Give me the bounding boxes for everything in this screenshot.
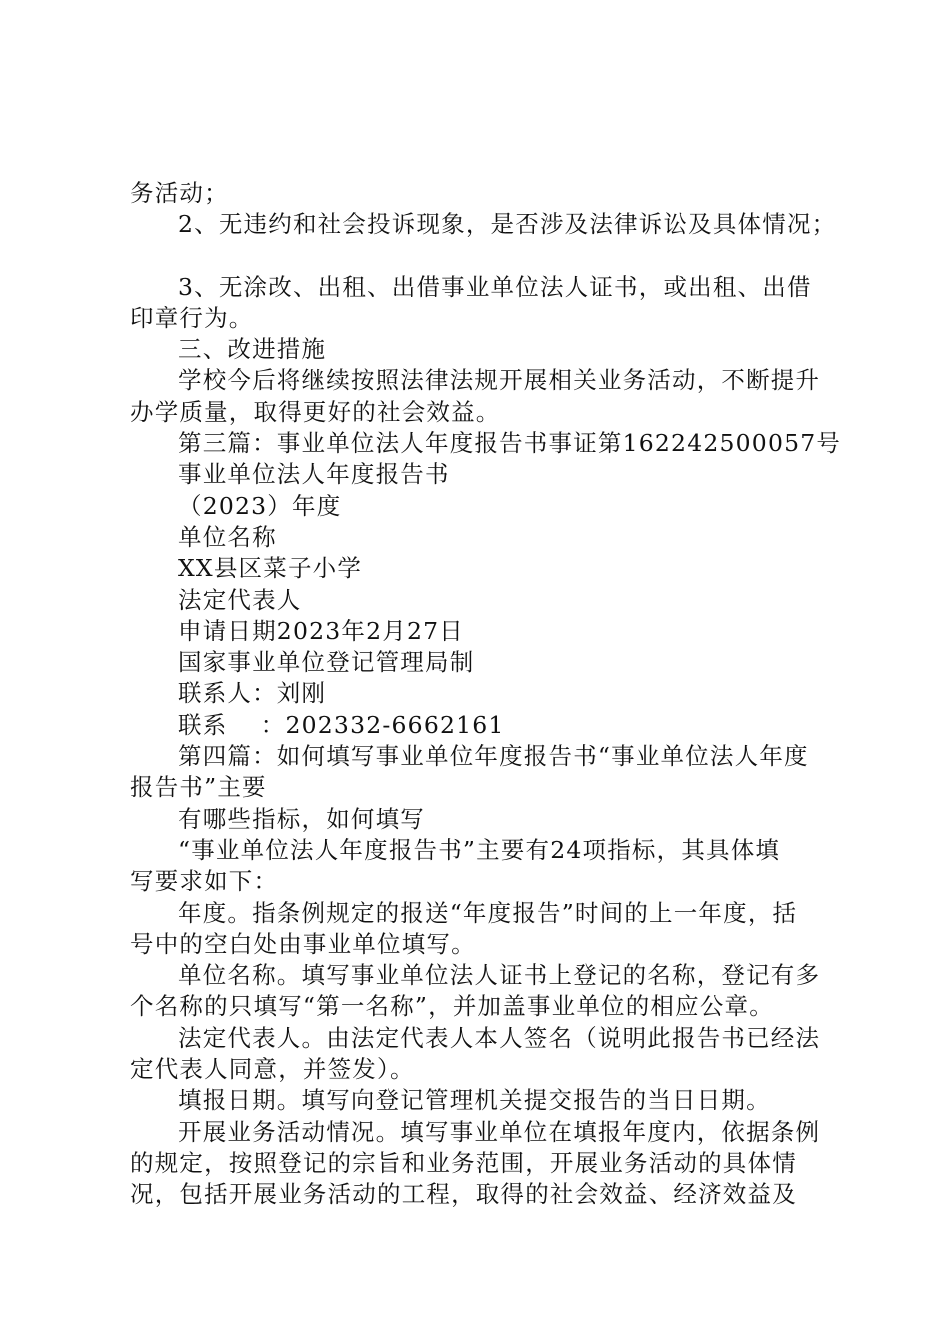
text-line: 有哪些指标，如何填写 [178, 804, 425, 833]
section-heading: 三、改进措施 [178, 335, 327, 364]
blank-line [130, 241, 850, 272]
text-line: 学校今后将继续按照法律法规开展相关业务活动，不断提升 [178, 366, 821, 395]
text-line: 单位名称 [178, 522, 277, 551]
text-line: 写要求如下： [130, 867, 279, 896]
text-line: “事业单位法人年度报告书”主要有24项指标，其具体填 [178, 835, 781, 864]
text-line: 号中的空白处由事业单位填写。 [130, 929, 476, 958]
text-line: 填报日期。填写向登记管理机关提交报告的当日日期。 [178, 1086, 771, 1115]
text-line: 国家事业单位登记管理局制 [178, 648, 475, 677]
text-line: 况，包括开展业务活动的工程，取得的社会效益、经济效益及 [130, 1180, 797, 1209]
text-line: 报告书”主要 [130, 773, 267, 802]
text-line: 年度。指条例规定的报送“年度报告”时间的上一年度，括 [178, 898, 798, 927]
text-line: 单位名称。填写事业单位法人证书上登记的名称，登记有多 [178, 961, 821, 990]
chapter-heading: 第四篇：如何填写事业单位年度报告书“事业单位法人年度 [178, 742, 809, 771]
text-line: 个名称的只填写“第一名称”，并加盖事业单位的相应公章。 [130, 992, 774, 1021]
text-line: 申请日期2023年2月27日 [178, 616, 464, 645]
text-line: XX县区菜子小学 [178, 554, 363, 583]
text-line: 3、无涂改、出租、出借事业单位法人证书，或出租、出借 [178, 272, 812, 301]
text-line: 联系人：刘刚 [178, 679, 327, 708]
text-line: 2、无违约和社会投诉现象，是否涉及法律诉讼及具体情况； [178, 210, 837, 239]
text-line: 法定代表人。由法定代表人本人签名（说明此报告书已经法 [178, 1023, 821, 1052]
text-line: 开展业务活动情况。填写事业单位在填报年度内，依据条例 [178, 1117, 821, 1146]
document-body [130, 178, 850, 1211]
text-line: 务活动； [130, 179, 229, 207]
text-line: 印章行为。 [130, 303, 254, 332]
chapter-heading: 第三篇：事业单位法人年度报告书事证第162242500057号 [178, 429, 842, 458]
text-line: （2023）年度 [178, 491, 342, 520]
text-line: 的规定，按照登记的宗旨和业务范围，开展业务活动的具体情 [130, 1148, 797, 1177]
text-line: 法定代表人 [178, 585, 302, 614]
text-line: 定代表人同意，并签发）。 [130, 1055, 415, 1084]
text-line: 联系 ：202332-6662161 [178, 710, 505, 739]
text-line: 办学质量，取得更好的社会效益。 [130, 397, 501, 426]
text-line: 事业单位法人年度报告书 [178, 460, 450, 489]
